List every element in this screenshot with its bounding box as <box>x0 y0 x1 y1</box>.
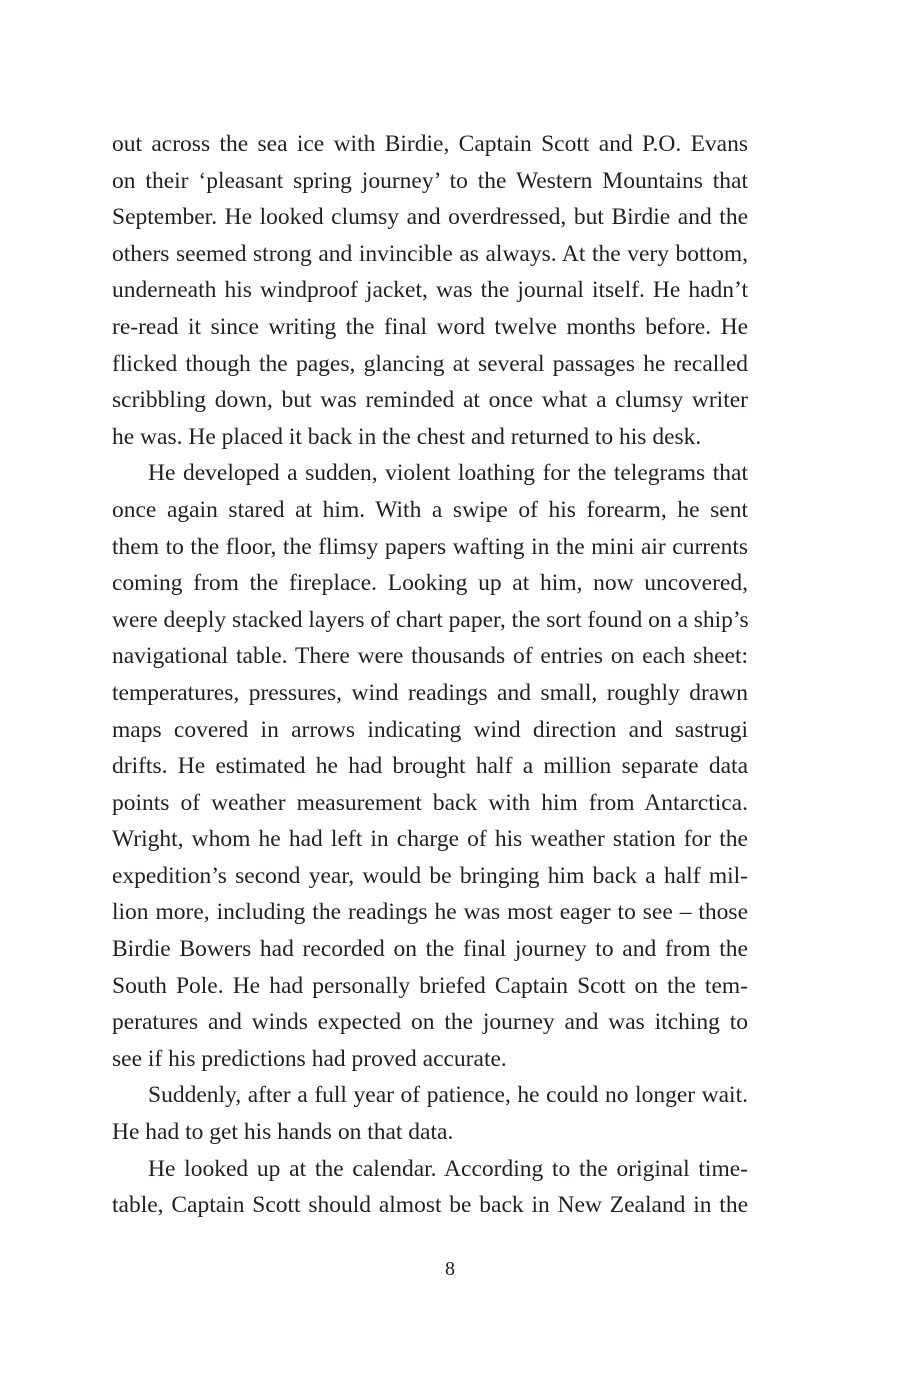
text-line: others seemed strong and invincible as always. At the very bottom, <box>112 240 748 267</box>
text-line: lion more, including the readings he was most eager to see – those <box>112 899 748 926</box>
text-line: them to the floor, the flimsy papers wafting in the mini air currents <box>112 533 748 560</box>
text-line: He developed a sudden, violent loathing for the telegrams that <box>148 460 748 487</box>
text-line: peratures and winds expected on the journey and was itching to <box>112 1009 748 1036</box>
text-line: were deeply stacked layers of chart paper, the sort found on a ship’s <box>112 606 749 633</box>
text-line: temperatures, pressures, wind readings and small, roughly drawn <box>112 679 748 706</box>
text-line: coming from the fireplace. Looking up at him, now uncovered, <box>112 570 748 597</box>
text-line: see if his predictions had proved accurate. <box>112 1045 507 1072</box>
text-line: flicked though the pages, glancing at several passages he recalled <box>112 350 748 377</box>
text-line: once again stared at him. With a swipe of his forearm, he sent <box>112 496 748 523</box>
text-line: re-read it since writing the final word twelve months before. He <box>112 313 748 340</box>
text-line: South Pole. He had personally briefed Captain Scott on the tem- <box>112 972 748 999</box>
text-line: September. He looked clumsy and overdressed, but Birdie and the <box>112 204 748 231</box>
text-line: points of weather measurement back with him from Antarctica. <box>112 789 748 816</box>
paragraph <box>112 1151 748 1224</box>
text-line: on their ‘pleasant spring journey’ to the Western Mountains that <box>112 167 748 194</box>
paragraph <box>112 1077 748 1150</box>
text-line: He had to get his hands on that data. <box>112 1119 454 1146</box>
text-line: Suddenly, after a full year of patience, he could no longer wait. <box>148 1082 748 1109</box>
text-line: navigational table. There were thousands of entries on each sheet: <box>112 643 748 670</box>
text-line: drifts. He estimated he had brought half a million separate data <box>112 753 748 780</box>
text-line: Birdie Bowers had recorded on the final journey to and from the <box>112 936 748 963</box>
text-line: scribbling down, but was reminded at once what a clumsy writer <box>112 387 748 414</box>
text-line: underneath his windproof jacket, was the journal itself. He hadn’t <box>112 277 748 304</box>
text-line: Wright, whom he had left in charge of his weather station for the <box>112 826 748 853</box>
body-text <box>112 126 748 1224</box>
text-line: maps covered in arrows indicating wind direction and sastrugi <box>112 716 748 743</box>
text-line: he was. He placed it back in the chest and returned to his desk. <box>112 423 702 450</box>
text-line: expedition’s second year, would be bringing him back a half mil- <box>112 862 748 889</box>
text-line: table, Captain Scott should almost be back in New Zealand in the <box>112 1192 748 1219</box>
paragraph <box>112 126 748 455</box>
paragraph <box>112 455 748 1077</box>
page-number: 8 <box>445 1258 455 1280</box>
text-line: out across the sea ice with Birdie, Captain Scott and P.O. Evans <box>112 131 748 157</box>
text-line: He looked up at the calendar. According to the original time- <box>148 1155 748 1182</box>
